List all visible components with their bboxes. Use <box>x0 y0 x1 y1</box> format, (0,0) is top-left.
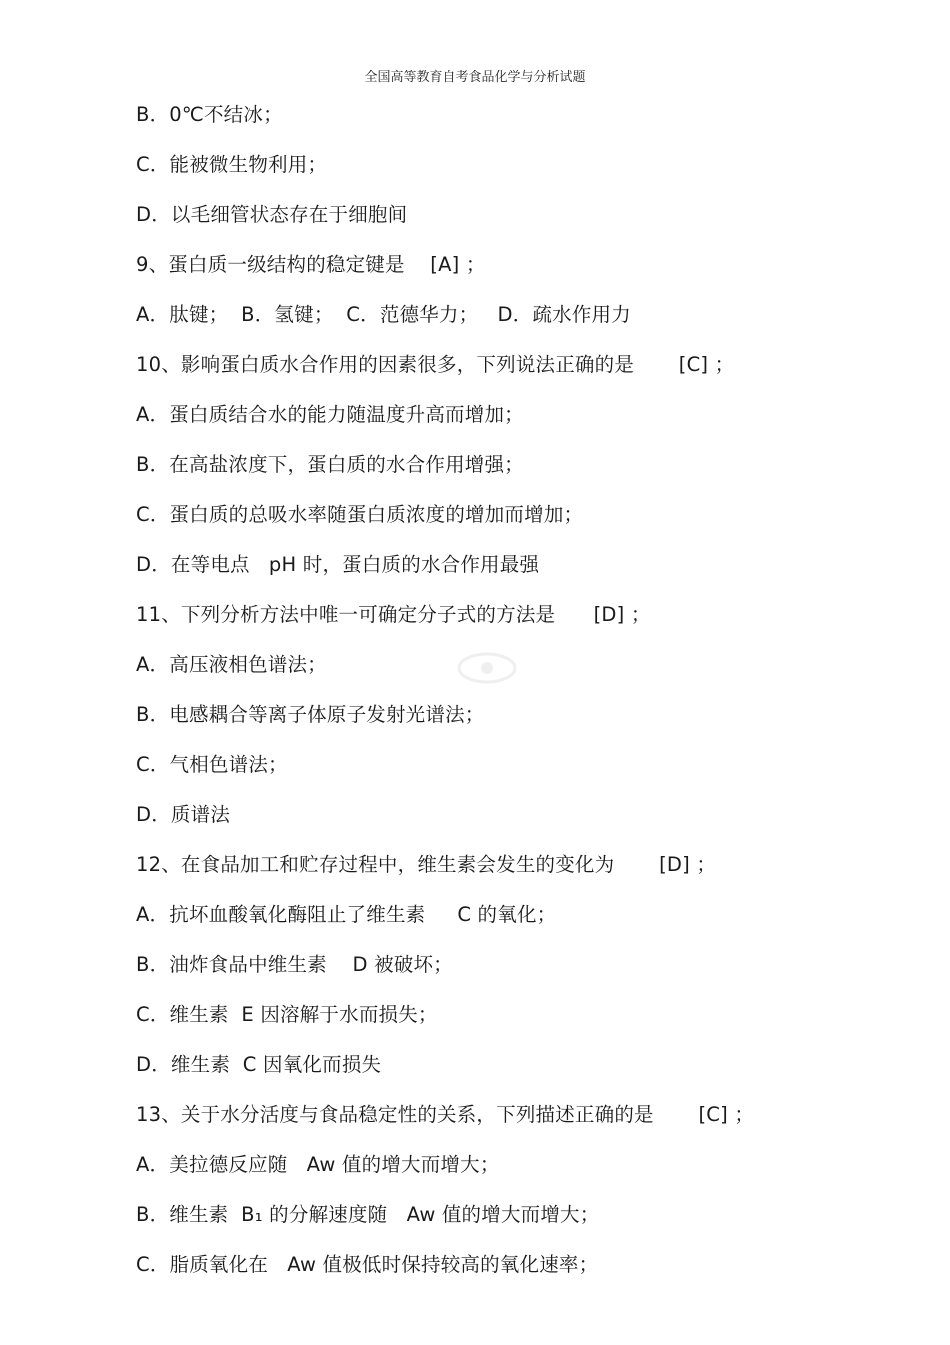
option-line: B．在高盐浓度下，蛋白质的水合作用增强； <box>136 453 524 476</box>
question-line: 13、关于水分活度与食品稳定性的关系，下列描述正确的是 [C] ； <box>136 1103 755 1126</box>
option-line: B．0℃不结冰； <box>136 103 283 126</box>
watermark-logo <box>455 648 519 688</box>
option-line: C．气相色谱法； <box>136 753 288 776</box>
option-line: B．油炸食品中维生素 D 被破坏； <box>136 953 453 976</box>
option-line: D．以毛细管状态存在于细胞间 <box>136 203 408 226</box>
option-line: A．肽键； B．氢键； C．范德华力； D．疏水作用力 <box>136 303 631 326</box>
option-line: C．维生素 E 因溶解于水而损失； <box>136 1003 438 1026</box>
option-line: D．质谱法 <box>136 803 231 826</box>
option-line: D．维生素 C 因氧化而损失 <box>136 1053 382 1076</box>
question-line: 11、下列分析方法中唯一可确定分子式的方法是 [D] ； <box>136 603 651 626</box>
option-line: B．电感耦合等离子体原子发射光谱法； <box>136 703 485 726</box>
page-header: 全国高等教育自考食品化学与分析试题 <box>364 70 586 85</box>
question-line: 12、在食品加工和贮存过程中，维生素会发生的变化为 [D] ； <box>136 853 717 876</box>
option-line: A．美拉德反应随 Aw 值的增大而增大； <box>136 1153 500 1176</box>
option-line: C．能被微生物利用； <box>136 153 328 176</box>
question-line: 9、蛋白质一级结构的稳定键是 [A] ； <box>136 253 486 276</box>
option-line: B．维生素 B₁ 的分解速度随 Aw 值的增大而增大； <box>136 1203 600 1226</box>
option-line: C．蛋白质的总吸水率随蛋白质浓度的增加而增加； <box>136 503 584 526</box>
option-line: A．蛋白质结合水的能力随温度升高而增加； <box>136 403 524 426</box>
question-line: 10、影响蛋白质水合作用的因素很多，下列说法正确的是 [C] ； <box>136 353 735 376</box>
option-line: A．抗坏血酸氧化酶阻止了维生素 C 的氧化； <box>136 903 557 926</box>
option-line: A．高压液相色谱法； <box>136 653 327 676</box>
option-line: C．脂质氧化在 Aw 值极低时保持较高的氧化速率； <box>136 1253 599 1276</box>
option-line: D．在等电点 pH 时，蛋白质的水合作用最强 <box>136 553 540 576</box>
